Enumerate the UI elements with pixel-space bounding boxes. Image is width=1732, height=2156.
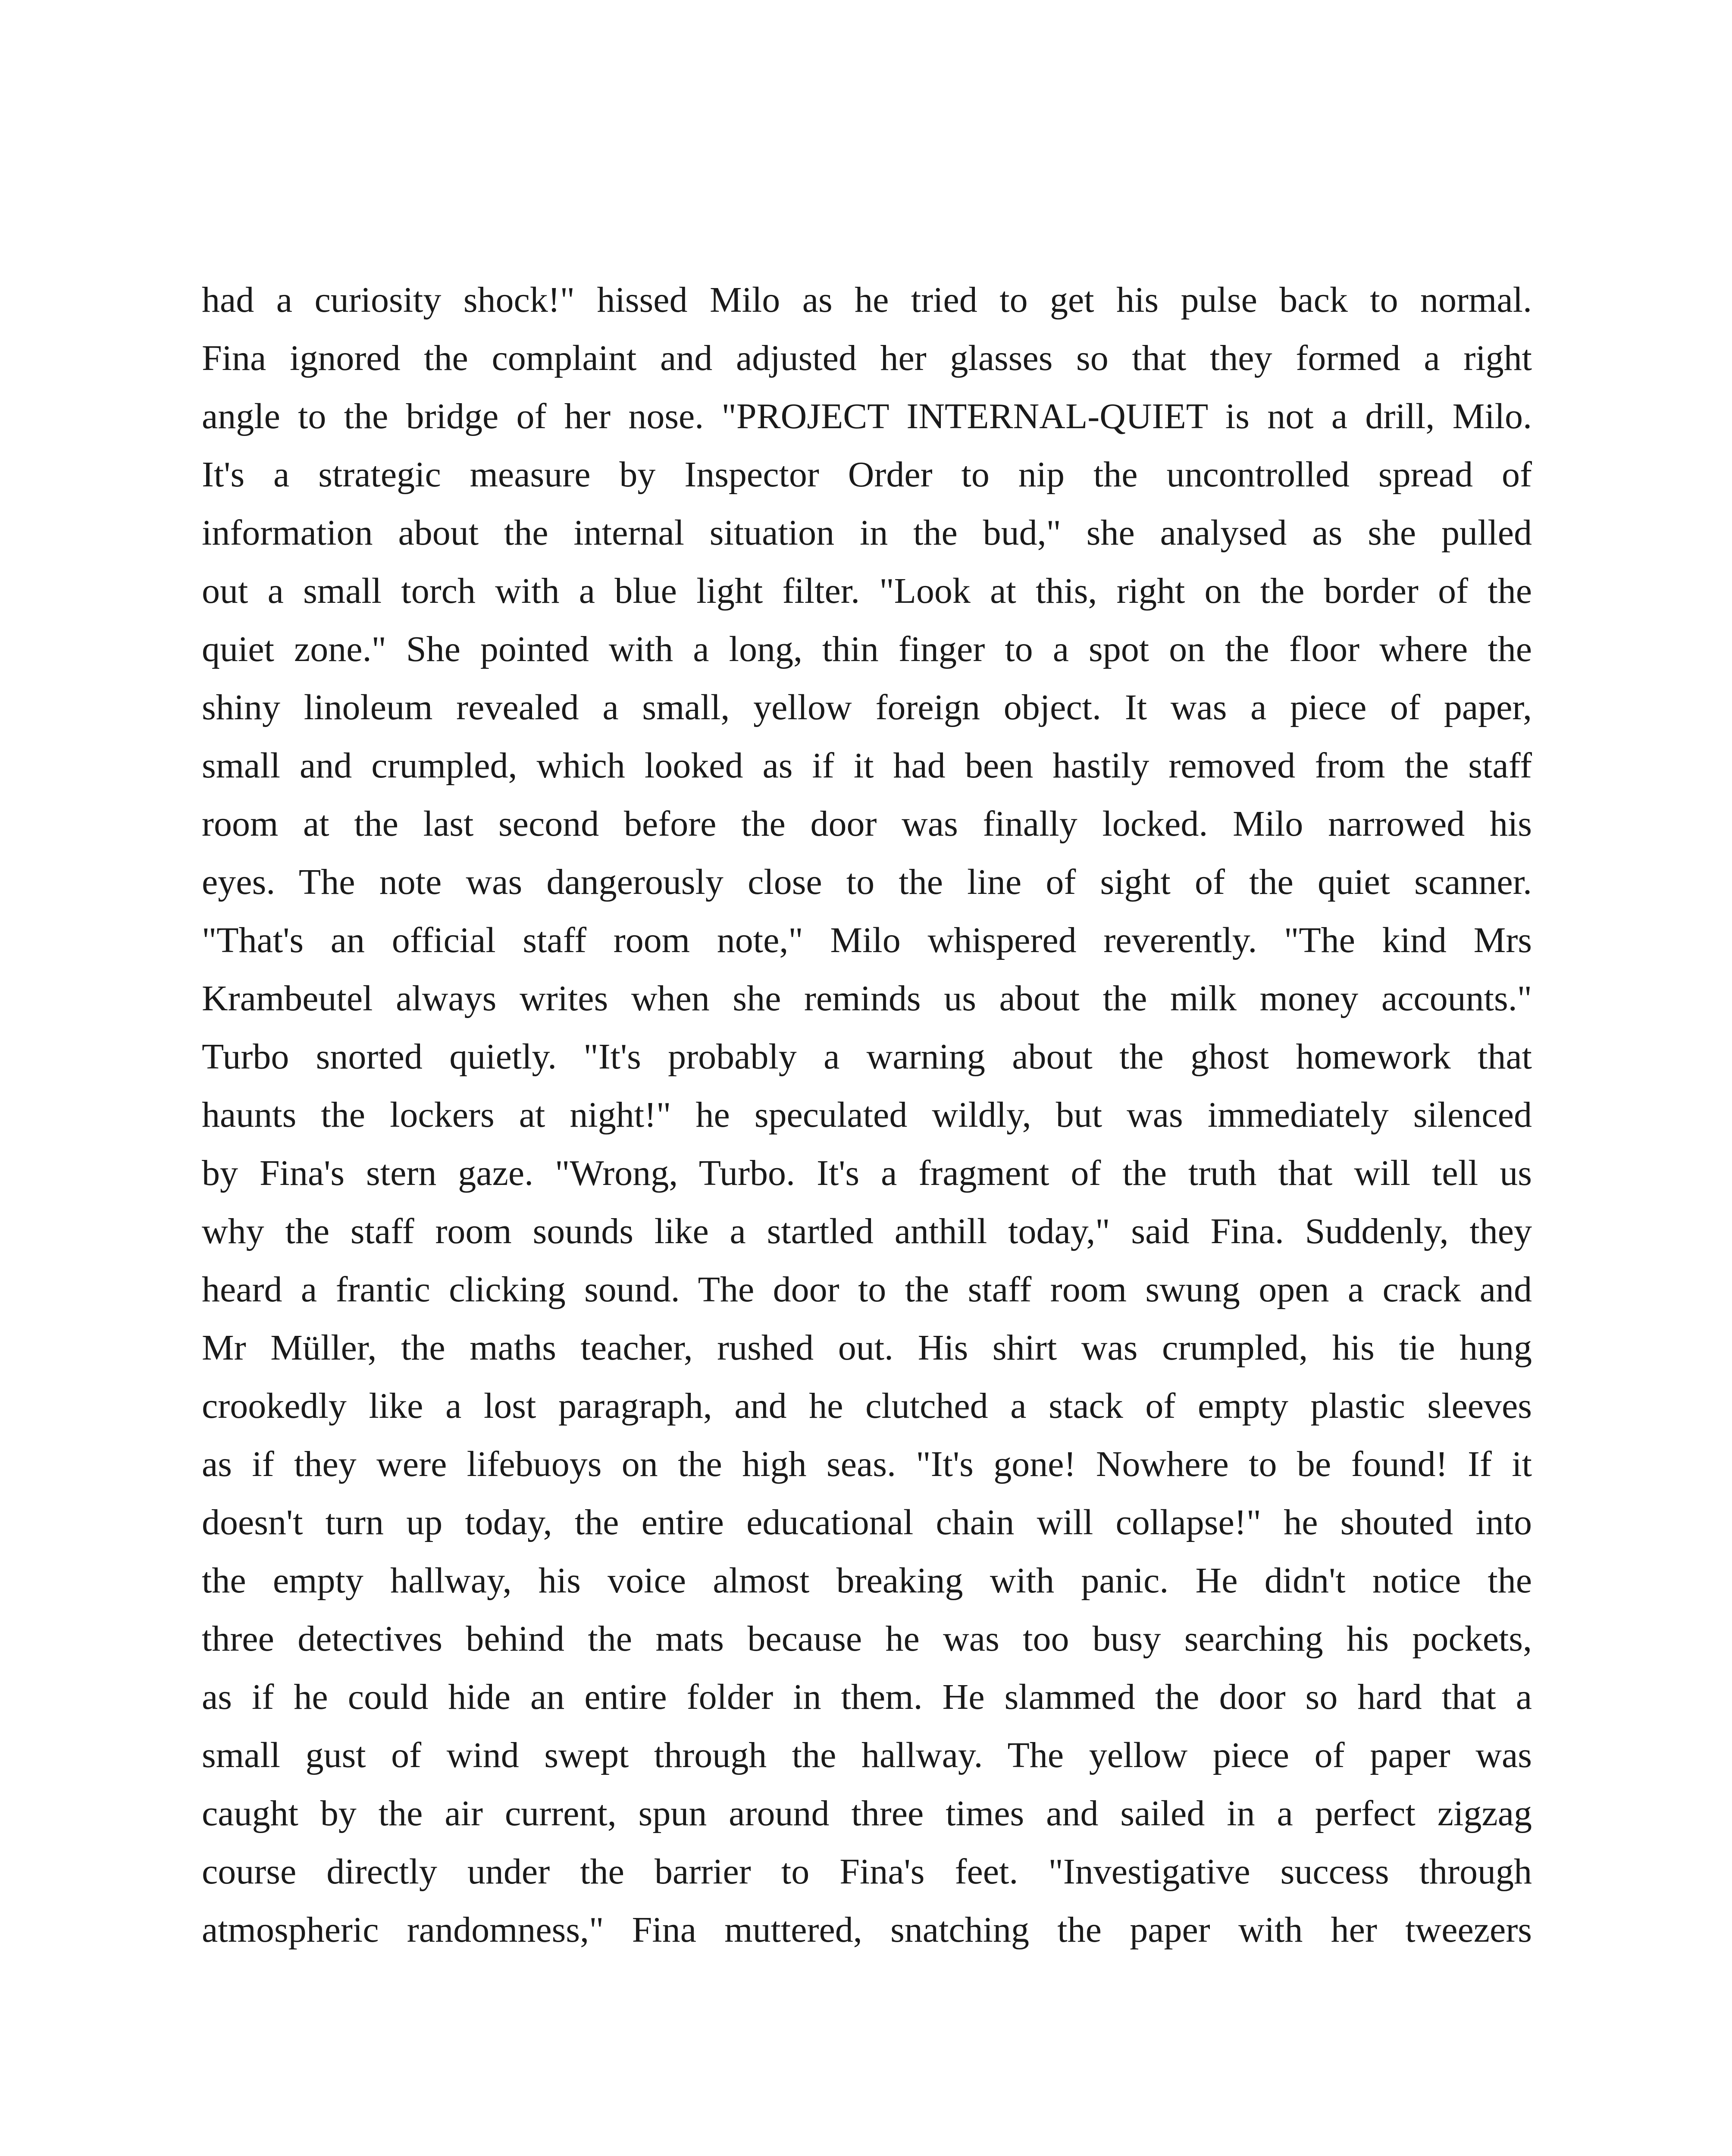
- text-line: crookedly like a lost paragraph, and he clutched a stack of empty plastic sleeves: [202, 1386, 1532, 1426]
- text-line: shiny linoleum revealed a small, yellow foreign object. It was a piece of paper,: [202, 687, 1532, 727]
- text-line: small gust of wind swept through the hallway. The yellow piece of paper was: [202, 1735, 1532, 1775]
- text-line: heard a frantic clicking sound. The door to the staff room swung open a crack and: [202, 1269, 1532, 1310]
- text-line: haunts the lockers at night!" he speculated wildly, but was immediately silenced: [202, 1095, 1532, 1135]
- text-line: room at the last second before the door was finally locked. Milo narrowed his: [202, 804, 1532, 844]
- text-line: course directly under the barrier to Fina's feet. "Investigative success through: [202, 1852, 1532, 1892]
- text-line: "That's an official staff room note," Milo whispered reverently. "The kind Mrs: [202, 920, 1532, 960]
- text-line: atmospheric randomness," Fina muttered, snatching the paper with her tweezers: [202, 1910, 1532, 1950]
- text-line: small and crumpled, which looked as if it had been hastily removed from the staff: [202, 746, 1532, 786]
- text-line: by Fina's stern gaze. "Wrong, Turbo. It's a fragment of the truth that will tell us: [202, 1153, 1532, 1193]
- text-line: quiet zone." She pointed with a long, thin finger to a spot on the floor where the: [202, 629, 1532, 669]
- body-text: [202, 271, 1532, 1959]
- text-line: as if they were lifebuoys on the high seas. "It's gone! Nowhere to be found! If it: [202, 1444, 1532, 1484]
- text-line: the empty hallway, his voice almost breaking with panic. He didn't notice the: [202, 1561, 1532, 1601]
- text-line: eyes. The note was dangerously close to the line of sight of the quiet scanner.: [202, 862, 1532, 902]
- text-line: caught by the air current, spun around three times and sailed in a perfect zigzag: [202, 1793, 1532, 1833]
- text-line: Fina ignored the complaint and adjusted her glasses so that they formed a right: [202, 338, 1532, 378]
- text-line: out a small torch with a blue light filter. "Look at this, right on the border of the: [202, 571, 1532, 611]
- text-line: why the staff room sounds like a startled anthill today," said Fina. Suddenly, they: [202, 1211, 1532, 1251]
- text-line: as if he could hide an entire folder in them. He slammed the door so hard that a: [202, 1677, 1532, 1717]
- text-line: angle to the bridge of her nose. "PROJECT INTERNAL-QUIET is not a drill, Milo.: [202, 396, 1532, 436]
- text-line: It's a strategic measure by Inspector Order to nip the uncontrolled spread of: [202, 454, 1532, 495]
- text-line: Krambeutel always writes when she reminds us about the milk money accounts.": [202, 978, 1532, 1018]
- text-line: information about the internal situation in the bud," she analysed as she pulled: [202, 513, 1532, 553]
- text-line: doesn't turn up today, the entire educational chain will collapse!" he shouted into: [202, 1502, 1532, 1542]
- text-line: had a curiosity shock!" hissed Milo as he tried to get his pulse back to normal.: [202, 280, 1532, 320]
- text-line: three detectives behind the mats because he was too busy searching his pockets,: [202, 1619, 1532, 1659]
- text-line: Mr Müller, the maths teacher, rushed out. His shirt was crumpled, his tie hung: [202, 1328, 1532, 1368]
- text-line: Turbo snorted quietly. "It's probably a warning about the ghost homework that: [202, 1037, 1532, 1077]
